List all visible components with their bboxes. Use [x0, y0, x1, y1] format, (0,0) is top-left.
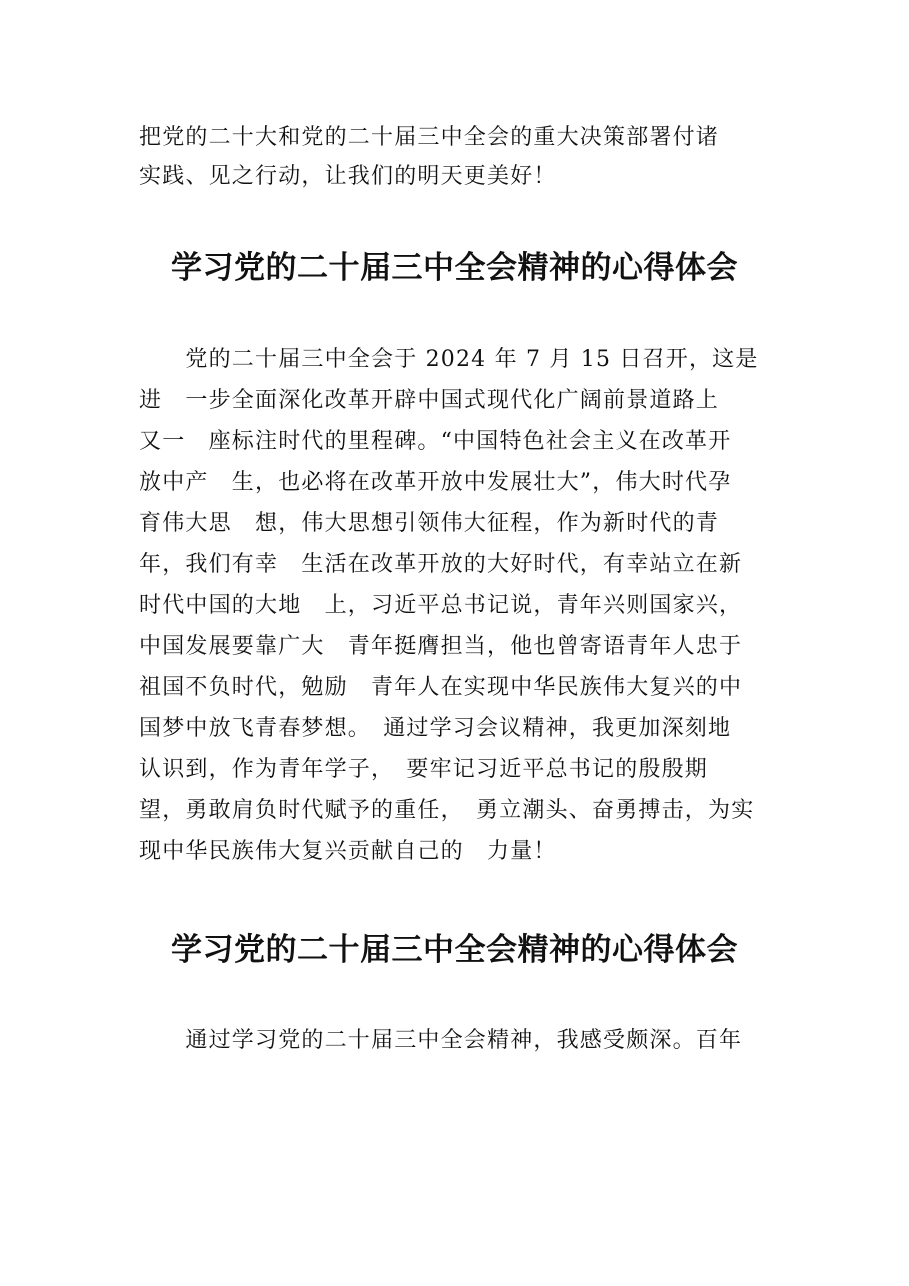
paragraph-line: 党的二十届三中全会于 2024 年 7 月 15 日召开，这是 — [139, 347, 759, 372]
paragraph-line: 祖国不负时代，勉励 青年人在实现中华民族伟大复兴的中 — [139, 675, 743, 700]
paragraph-line: 中国发展要靠广大 青年挺膺担当，他也曾寄语青年人忠于 — [139, 634, 743, 659]
paragraph-line: 时代中国的大地 上，习近平总书记说，青年兴则国家兴， — [139, 593, 743, 618]
paragraph-line: 认识到，作为青年学子， 要牢记习近平总书记的殷殷期 — [139, 757, 709, 782]
paragraph-line: 通过学习党的二十届三中全会精神，我感受颇深。百年 — [139, 1028, 743, 1053]
section-title: 学习党的二十届三中全会精神的心得体会 — [171, 250, 738, 286]
paragraph-line: 国梦中放飞青春梦想。 通过学习会议精神，我更加深刻地 — [139, 716, 732, 741]
paragraph-line: 进 一步全面深化改革开辟中国式现代化广阔前景道路上 — [139, 388, 720, 413]
paragraph-line: 又一 座标注时代的里程碑。“中国特色社会主义在改革开 — [139, 429, 732, 454]
paragraph-line: 年，我们有幸 生活在改革开放的大好时代，有幸站立在新 — [139, 552, 743, 577]
paragraph-line: 育伟大思 想，伟大思想引领伟大征程，作为新时代的青 — [139, 511, 720, 536]
paragraph-line: 望，勇敢肩负时代赋予的重任， 勇立潮头、奋勇搏击，为实 — [139, 798, 755, 823]
intro-line: 实践、见之行动，让我们的明天更美好！ — [139, 164, 557, 189]
intro-line: 把党的二十大和党的二十届三中全会的重大决策部署付诸 — [139, 125, 720, 150]
paragraph-line: 放中产 生，也必将在改革开放中发展壮大”，伟大时代孕 — [139, 470, 732, 495]
paragraph-line: 现中华民族伟大复兴贡献自己的 力量！ — [139, 839, 557, 864]
section-title: 学习党的二十届三中全会精神的心得体会 — [171, 932, 738, 968]
